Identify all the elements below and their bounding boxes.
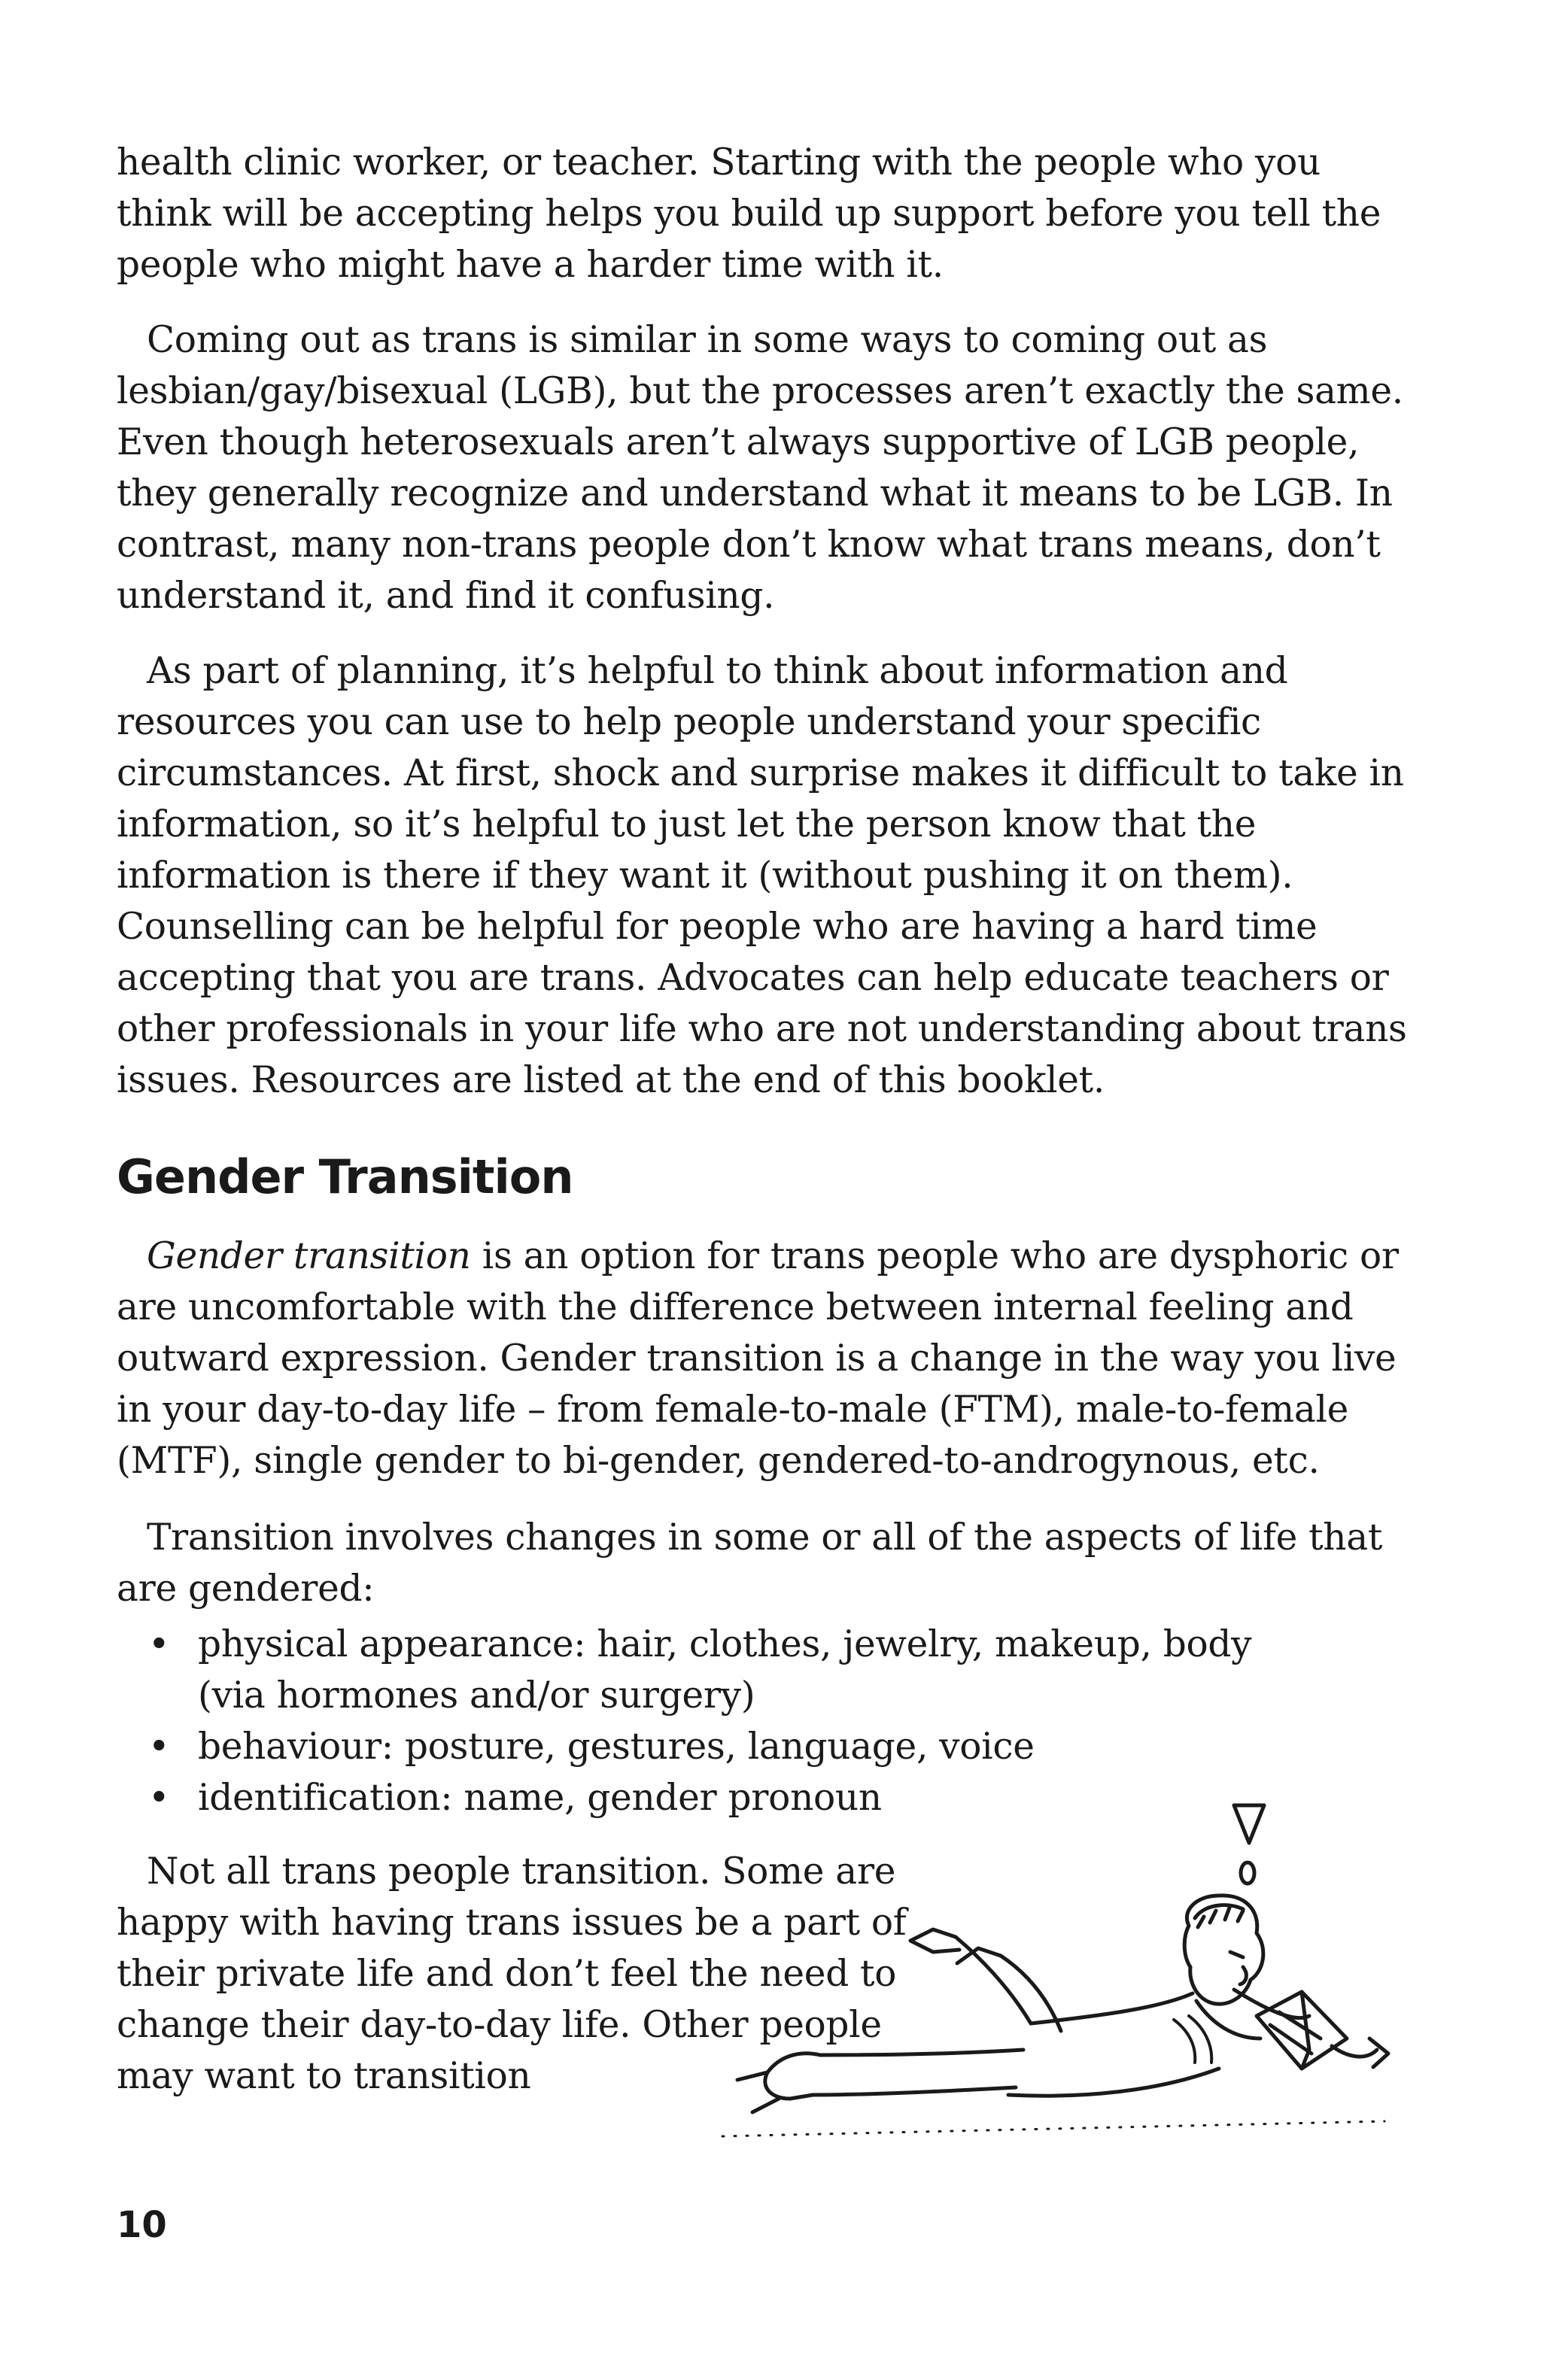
bullet-icon: • [148,1777,170,1819]
page-number: 10 [117,2204,167,2246]
list-item-text: behaviour: posture, gestures, language, voice [198,1726,1035,1768]
paragraph-6: Not all trans people transition. Some are happy with having trans issues be a part of their private life and don’t feel the need to change their day-to-day life. Other people may want to transition [117,1850,907,2097]
list-item-text: identification: name, gender pronoun [198,1777,882,1819]
term-gender-transition: Gender transition [147,1235,471,1277]
section-heading: Gender Transition [117,1149,573,1204]
list-item [117,1721,1290,1772]
book-icon [1257,1992,1347,2069]
bullet-icon: • [148,1726,170,1768]
paragraph-1: health clinic worker, or teacher. Starting with the people who you think will be accepting helps you build up support before you tell the people who might have a harder time with it. [117,141,1381,286]
paragraph-2: Coming out as trans is similar in some ways to coming out as lesbian/gay/bisexual (LGB), but the processes aren’t exactly the same. Even though heterosexuals aren’t always supportive of LGB people, they generally recognize and understand what it means to be LGB. In contrast, many non-trans people don’t know what trans means, don’t understand it, and find it confusing. [117,319,1403,617]
paragraph-4-text: is an option for trans people who are dysphoric or are uncomfortable with the difference between internal feeling and outward expression. Gender transition is a change in the way you live in your day-to-day life – from female-to-male (FTM), male-to-female (MTF), single gender to bi-gender, gendered-to-androgynous, etc. [117,1235,1399,1482]
paragraph-5: Transition involves changes in some or all of the aspects of life that are gendered: [117,1516,1383,1610]
paragraph-4 [117,1231,1426,1486]
list-item [117,1619,1290,1721]
paragraph-3: As part of planning, it’s helpful to think about information and resources you can use to help people understand your specific circumstances. At first, shock and surprise makes it difficult to take in information, so it’s helpful to just let the person know that the information is there if they want it (without pushing it on them). Counselling can be helpful for people who are having a hard time accepting that you are trans. Advocates can help educate teachers or other professionals in your life who are not understanding about trans issues. Resources are listed at the end of this booklet. [117,650,1407,1101]
person-reading-illustration [707,1790,1415,2151]
trans-symbol-icon [1234,1805,1264,1884]
head-icon [1184,1896,1263,2004]
list-item-text: physical appearance: hair, clothes, jewelry, makeup, body (via hormones and/or surgery) [198,1623,1252,1717]
bullet-icon: • [148,1623,170,1665]
